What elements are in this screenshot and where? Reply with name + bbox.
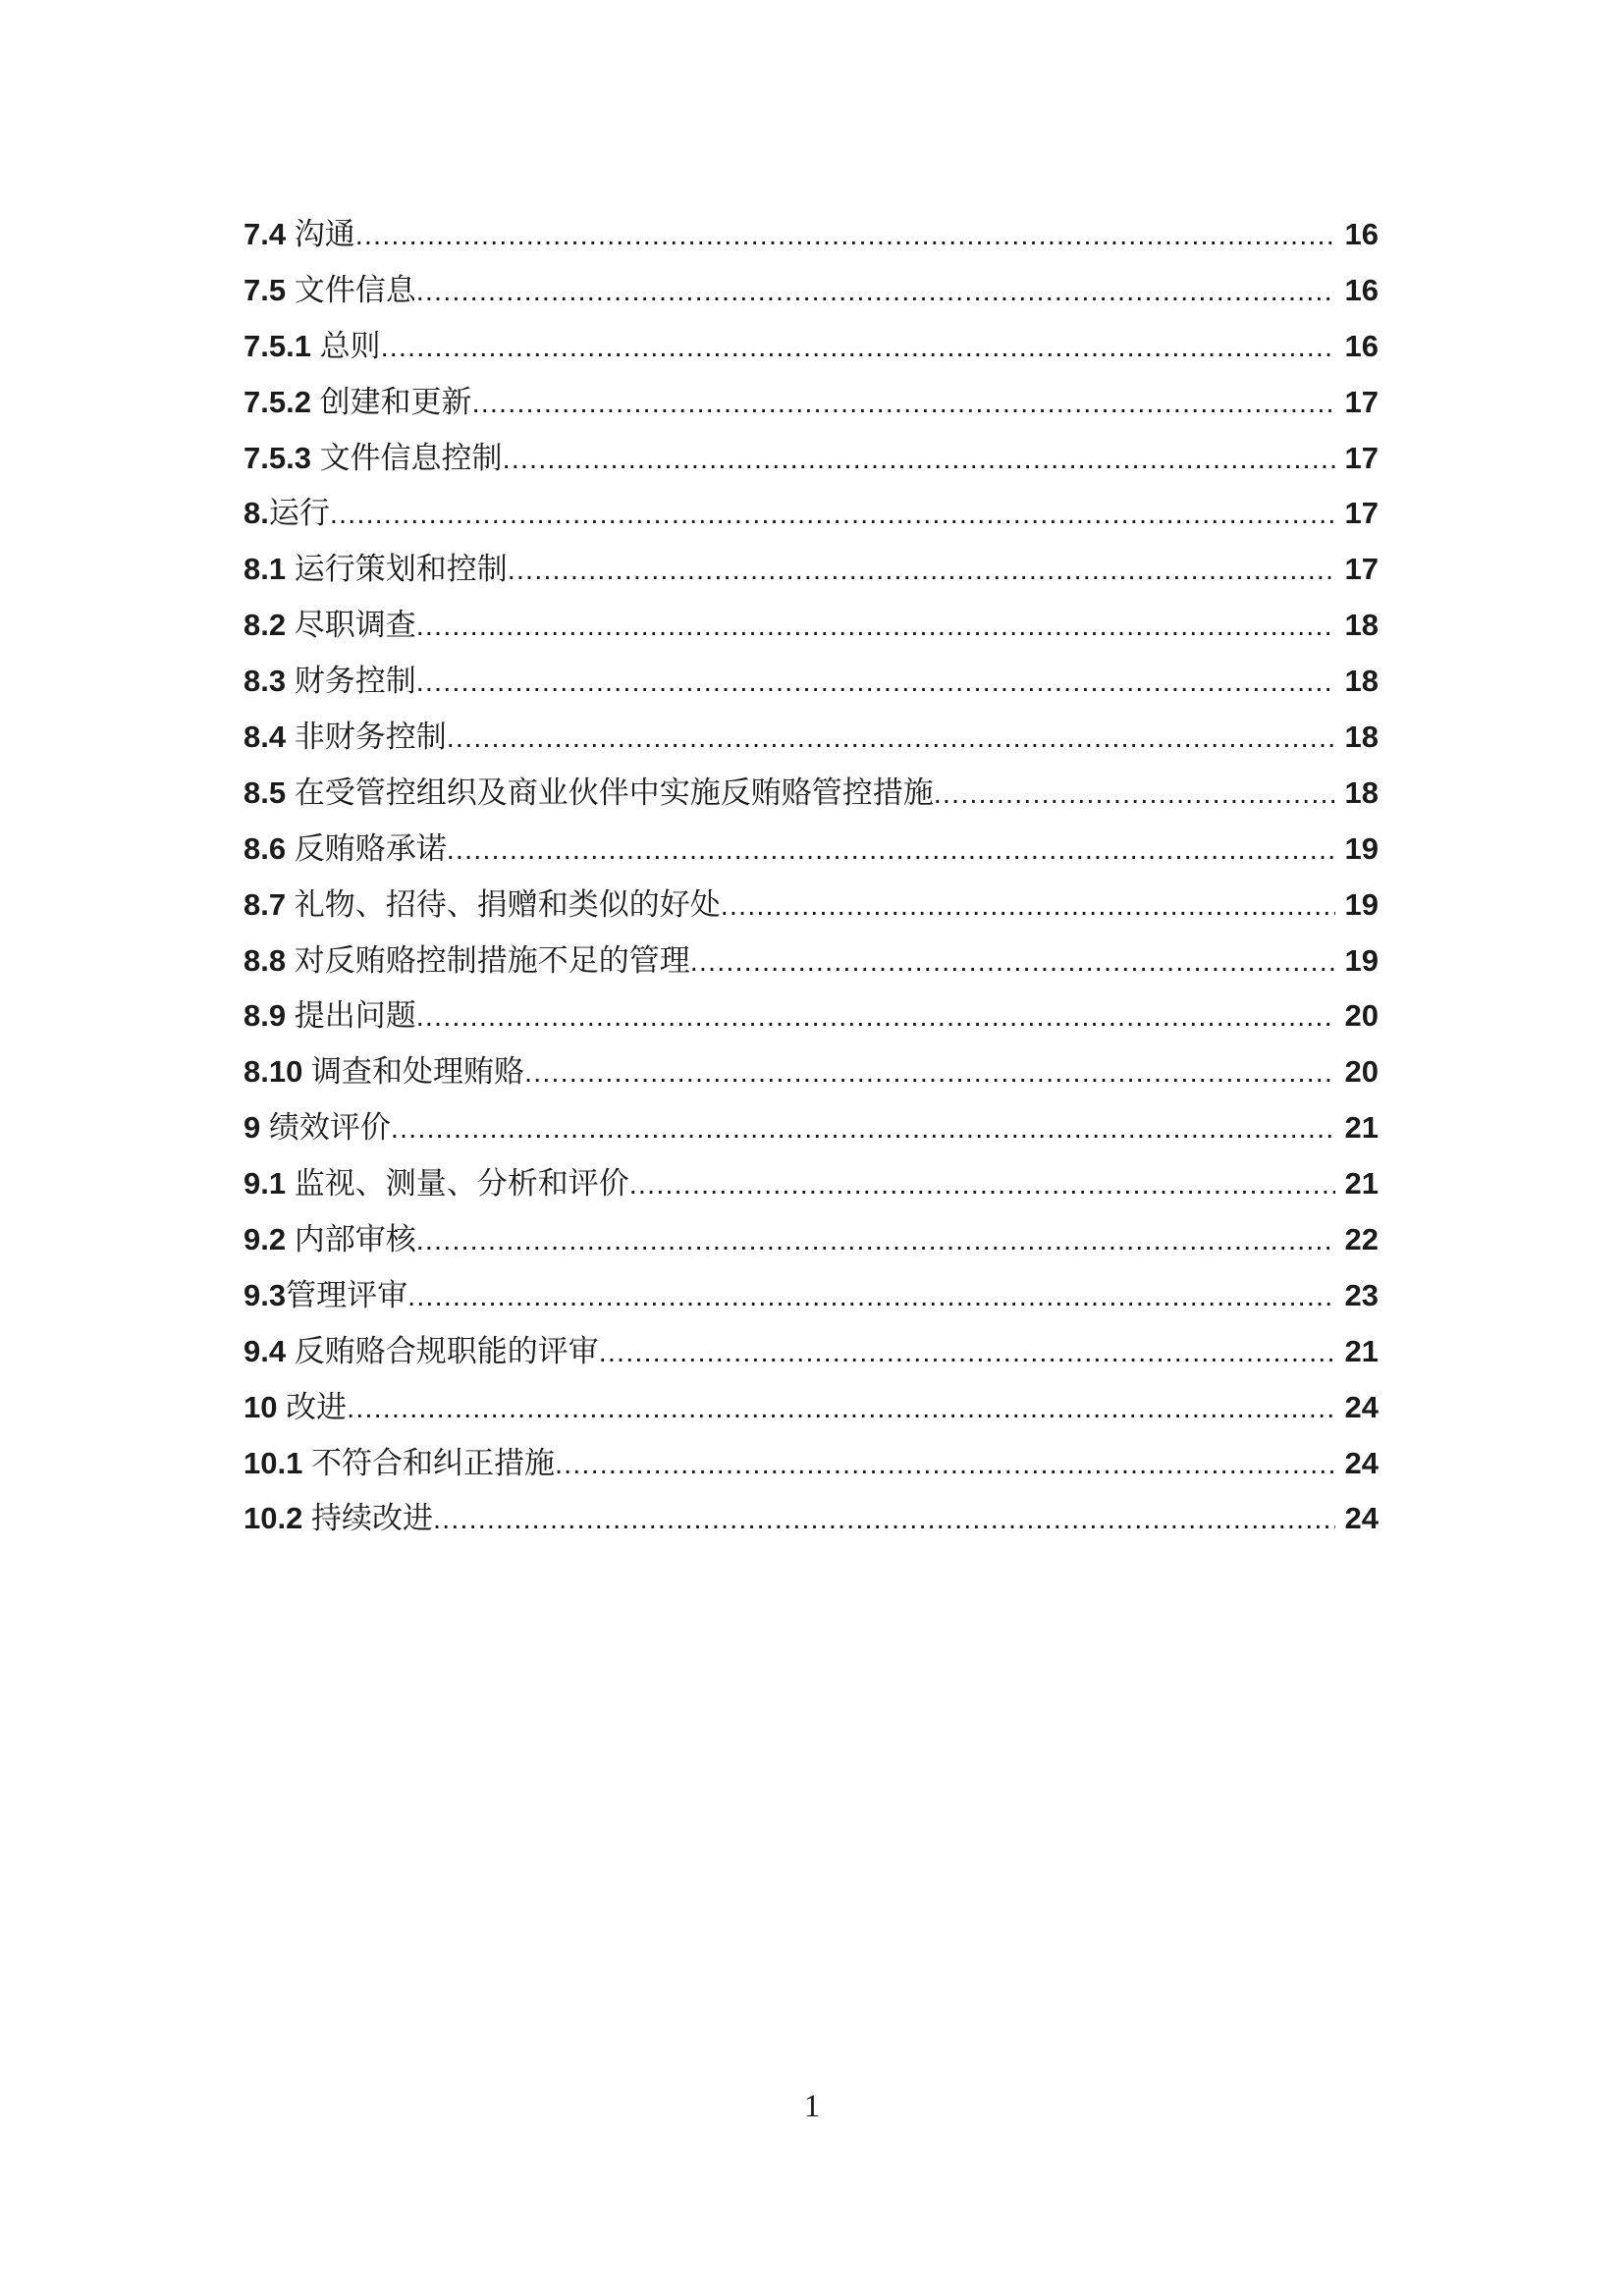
toc-entry-number: 8.9 [244, 998, 295, 1034]
toc-entry-title: 改进 [286, 1389, 348, 1424]
toc-entry[interactable] [244, 878, 1379, 934]
toc-dot-leader [416, 655, 1335, 710]
toc-entry-number: 8.8 [244, 942, 295, 978]
toc-entry-number: 10 [244, 1389, 287, 1424]
toc-dot-leader [416, 1213, 1335, 1268]
toc-entry[interactable] [244, 207, 1379, 263]
toc-entry-page: 18 [1344, 664, 1379, 699]
toc-entry-number: 7.4 [244, 217, 295, 251]
toc-entry-title: 沟通 [294, 217, 355, 251]
toc-entry[interactable] [244, 654, 1379, 710]
toc-entry-title: 尽职调查 [294, 608, 416, 643]
toc-entry-number: 9.3 [244, 1277, 287, 1312]
toc-entry[interactable] [244, 1044, 1379, 1100]
toc-entry[interactable] [244, 1436, 1379, 1492]
toc-dot-leader [447, 823, 1335, 878]
toc-dot-leader [347, 1381, 1334, 1436]
toc-entry-title: 创建和更新 [319, 384, 472, 419]
toc-entry[interactable] [244, 486, 1379, 542]
toc-dot-leader [433, 1492, 1335, 1547]
toc-entry-number: 8.4 [244, 720, 295, 755]
toc-entry-number: 7.5 [244, 272, 295, 307]
toc-entry-number: 8.10 [244, 1054, 311, 1090]
toc-entry-number: 7.5.2 [244, 384, 320, 419]
toc-entry-number: 10.1 [244, 1445, 311, 1480]
toc-entry-title: 反贿赂承诺 [294, 830, 447, 866]
toc-entry-number: 8.1 [244, 552, 295, 587]
toc-list [244, 207, 1379, 1547]
toc-entry-number: 7.5.1 [244, 328, 320, 363]
toc-entry-page: 18 [1344, 774, 1379, 810]
toc-entry-page: 16 [1344, 328, 1379, 363]
toc-entry[interactable] [244, 766, 1379, 822]
toc-entry-title: 财务控制 [294, 664, 416, 699]
toc-entry[interactable] [244, 375, 1379, 431]
toc-entry[interactable] [244, 1100, 1379, 1156]
toc-entry-title: 运行 [268, 496, 330, 531]
page-footer [0, 2089, 1624, 2125]
toc-entry[interactable] [244, 710, 1379, 766]
toc-entry-number: 8.7 [244, 886, 295, 922]
toc-entry-page: 17 [1344, 440, 1379, 475]
toc-entry-number: 8.2 [244, 608, 295, 643]
toc-entry-page: 23 [1344, 1277, 1379, 1312]
toc-entry[interactable] [244, 1156, 1379, 1212]
toc-entry-number: 7.5.3 [244, 440, 320, 475]
toc-entry-number: 8.3 [244, 664, 295, 699]
toc-entry-page: 24 [1344, 1445, 1379, 1480]
toc-entry[interactable] [244, 988, 1379, 1044]
toc-entry[interactable] [244, 1380, 1379, 1436]
toc-entry-page: 20 [1344, 1054, 1379, 1090]
toc-entry-number: 9.2 [244, 1222, 295, 1257]
toc-dot-leader [503, 432, 1335, 487]
toc-dot-leader [721, 879, 1335, 934]
toc-dot-leader [416, 599, 1335, 654]
toc-entry-title: 文件信息 [294, 272, 416, 307]
toc-entry-page: 24 [1344, 1501, 1379, 1536]
toc-entry-title: 调查和处理贿赂 [310, 1054, 524, 1090]
toc-entry[interactable] [244, 822, 1379, 878]
toc-entry-title: 总则 [319, 328, 381, 363]
toc-entry-page: 19 [1344, 830, 1379, 866]
toc-dot-leader [472, 376, 1335, 431]
toc-entry-title: 内部审核 [294, 1222, 416, 1257]
toc-entry[interactable] [244, 598, 1379, 654]
toc-entry-number: 8.6 [244, 830, 295, 866]
toc-entry-number: 9.4 [244, 1333, 295, 1368]
toc-entry-page: 17 [1344, 384, 1379, 419]
toc-dot-leader [690, 934, 1335, 989]
toc-entry-page: 18 [1344, 720, 1379, 755]
toc-dot-leader [524, 1045, 1335, 1100]
toc-entry-page: 21 [1344, 1110, 1379, 1146]
toc-dot-leader [355, 208, 1335, 263]
toc-entry[interactable] [244, 1324, 1379, 1380]
toc-dot-leader [381, 320, 1335, 375]
toc-entry-page: 17 [1344, 552, 1379, 587]
toc-entry-title: 不符合和纠正措施 [310, 1445, 555, 1480]
toc-entry-number: 8. [244, 496, 269, 531]
toc-dot-leader [934, 767, 1335, 822]
toc-entry[interactable] [244, 319, 1379, 375]
toc-entry[interactable] [244, 263, 1379, 319]
toc-entry-title: 管理评审 [286, 1277, 408, 1312]
toc-dot-leader [416, 989, 1335, 1044]
footer-page-number: 1 [803, 2089, 821, 2124]
toc-dot-leader [555, 1437, 1335, 1492]
toc-entry[interactable] [244, 934, 1379, 989]
toc-entry-title: 文件信息控制 [319, 440, 503, 475]
toc-entry[interactable] [244, 542, 1379, 598]
toc-entry-title: 在受管控组织及商业伙伴中实施反贿赂管控措施 [294, 774, 934, 810]
toc-entry-page: 18 [1344, 608, 1379, 643]
toc-entry-page: 16 [1344, 272, 1379, 307]
toc-entry-title: 对反贿赂控制措施不足的管理 [294, 942, 690, 978]
toc-dot-leader [629, 1157, 1335, 1212]
toc-entry-page: 20 [1344, 998, 1379, 1034]
toc-dot-leader [447, 711, 1335, 766]
toc-entry-page: 17 [1344, 496, 1379, 531]
toc-entry-page: 24 [1344, 1389, 1379, 1424]
toc-entry-title: 提出问题 [294, 998, 416, 1034]
toc-entry-page: 16 [1344, 217, 1379, 251]
toc-entry-title: 运行策划和控制 [294, 552, 508, 587]
toc-entry-number: 9.1 [244, 1166, 295, 1201]
toc-entry-title: 绩效评价 [268, 1110, 391, 1146]
toc-entry-title: 监视、测量、分析和评价 [294, 1166, 629, 1201]
toc-entry-page: 19 [1344, 886, 1379, 922]
toc-dot-leader [407, 1269, 1334, 1324]
toc-entry[interactable] [244, 1212, 1379, 1268]
toc-entry-number: 8.5 [244, 774, 295, 810]
toc-entry[interactable] [244, 431, 1379, 487]
toc-entry[interactable] [244, 1268, 1379, 1324]
toc-entry-title: 礼物、招待、捐赠和类似的好处 [294, 886, 721, 922]
toc-entry-title: 非财务控制 [294, 720, 447, 755]
toc-dot-leader [330, 487, 1335, 542]
toc-entry-title: 反贿赂合规职能的评审 [294, 1333, 599, 1368]
toc-dot-leader [508, 543, 1335, 598]
toc-entry-title: 持续改进 [310, 1501, 433, 1536]
toc-entry-page: 21 [1344, 1333, 1379, 1368]
toc-dot-leader [416, 264, 1335, 319]
toc-entry-page: 21 [1344, 1166, 1379, 1201]
toc-entry[interactable] [244, 1491, 1379, 1547]
toc-entry-number: 10.2 [244, 1501, 311, 1536]
toc-entry-number: 9 [244, 1110, 269, 1146]
toc-entry-page: 19 [1344, 942, 1379, 978]
toc-dot-leader [391, 1101, 1335, 1156]
toc-dot-leader [599, 1325, 1335, 1380]
toc-entry-page: 22 [1344, 1222, 1379, 1257]
